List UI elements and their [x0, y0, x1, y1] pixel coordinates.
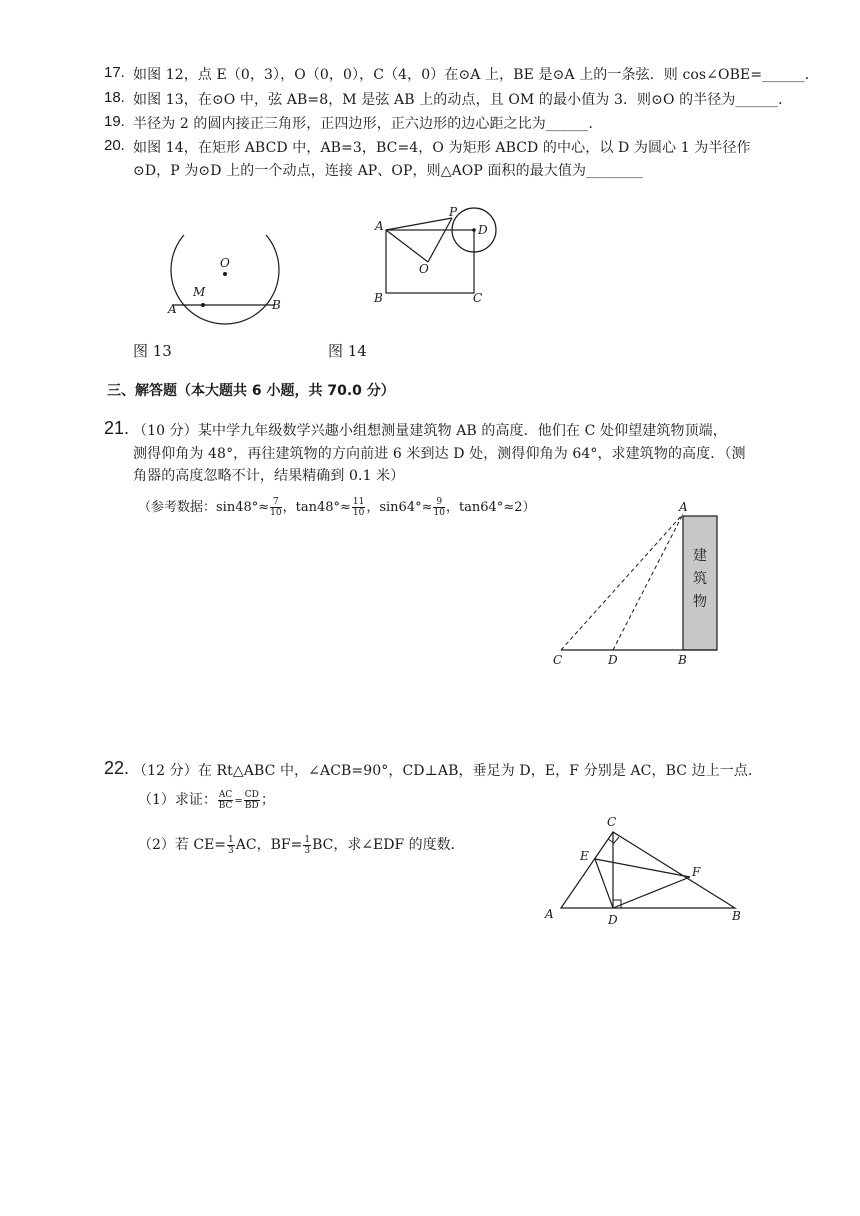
- question-number-22: 22.: [104, 758, 130, 778]
- label-a: A: [168, 302, 177, 316]
- fraction-numerator: 1: [228, 834, 234, 845]
- figure-22: [540, 812, 750, 932]
- question-number-17: 17.: [104, 64, 125, 81]
- ref-text: ，tan64°≈2）: [445, 500, 536, 515]
- label-e: E: [580, 849, 589, 863]
- label-d: D: [608, 653, 618, 667]
- question-20-line1: 如图 14，在矩形 ABCD 中，AB=3，BC=4，O 为矩形 ABCD 的中心，以 D 为圆心 1 为半径作: [133, 140, 751, 156]
- question-21-line3: 角器的高度忽略不计，结果精确到 0.1 米）: [133, 468, 405, 484]
- question-22-part2: [138, 834, 465, 856]
- ref-text: ，tan48°≈: [282, 500, 351, 515]
- point-m: [201, 303, 205, 307]
- fraction: [227, 835, 235, 856]
- building-label-3: 物: [693, 594, 707, 610]
- ref-text: （参考数据：sin48°≈: [138, 500, 270, 515]
- fraction-numerator: AC: [218, 789, 233, 800]
- building-label-1: 建: [693, 548, 707, 564]
- triangle-abc: [561, 832, 735, 908]
- figure-13: [160, 235, 290, 335]
- circle-o: [171, 235, 279, 324]
- label-c: C: [553, 653, 563, 667]
- sightline-c: [561, 514, 683, 650]
- segment-ed: [595, 859, 613, 908]
- label-o: O: [419, 262, 429, 276]
- fraction: [433, 497, 444, 518]
- fraction-numerator: CD: [244, 789, 259, 800]
- question-18-text: 如图 13，在⊙O 中，弦 AB=8，M 是弦 AB 上的动点，且 OM 的最小值为 3．则⊙O 的半径为______．: [133, 92, 793, 108]
- fraction: [244, 790, 260, 811]
- center-point: [223, 272, 227, 276]
- fraction-numerator: 7: [270, 497, 281, 508]
- label-c: C: [607, 815, 617, 829]
- label-c: C: [473, 291, 483, 305]
- label-a: A: [375, 219, 384, 233]
- label-b: B: [374, 291, 383, 305]
- part-text: AC，BF=: [235, 837, 303, 853]
- ref-text: ，sin64°≈: [366, 500, 433, 515]
- part-text: （1）求证：: [138, 792, 217, 808]
- label-b: B: [732, 909, 741, 923]
- label-d: D: [478, 223, 488, 237]
- part-text: （2）若 CE=: [138, 837, 227, 853]
- fraction-denominator: 3: [304, 845, 311, 856]
- fraction-numerator: 11: [352, 497, 365, 507]
- segment-ap: [386, 218, 452, 230]
- question-number-19: 19.: [104, 113, 125, 130]
- part-text: BC，求∠EDF 的度数．: [312, 837, 465, 853]
- question-21-line1: （10 分）某中学九年级数学兴趣小组想测量建筑物 AB 的高度．他们在 C 处仰望建筑物顶端，: [133, 423, 727, 439]
- fraction-denominator: 10: [352, 508, 365, 518]
- caption-fig14: 图 14: [328, 342, 367, 360]
- building-label-2: 筑: [693, 571, 707, 587]
- fraction-denominator: 10: [270, 508, 282, 518]
- label-p: P: [449, 205, 458, 219]
- label-d: D: [608, 913, 618, 927]
- question-17-text: 如图 12，点 E（0，3），O（0，0），C（4，0）在⊙A 上，BE 是⊙A 上的一条弦．则 cos∠OBE=______．: [133, 67, 819, 83]
- label-o: O: [220, 256, 230, 270]
- segment-op: [428, 218, 452, 262]
- fraction-numerator: 9: [433, 497, 444, 508]
- fraction-denominator: BC: [218, 800, 233, 811]
- segment-df: [613, 877, 690, 908]
- segment-ef: [595, 859, 690, 877]
- part-text: ；: [260, 792, 275, 808]
- fraction-denominator: 10: [433, 508, 445, 518]
- figure-21: [545, 498, 745, 673]
- caption-fig13: 图 13: [133, 342, 172, 360]
- reference-data: [138, 496, 536, 518]
- segment-ao: [386, 230, 428, 262]
- fraction: [218, 790, 233, 811]
- fraction-denominator: 3: [228, 845, 234, 856]
- label-a: A: [679, 500, 688, 514]
- question-22-line1: （12 分）在 Rt△ABC 中，∠ACB=90°，CD⊥AB，垂足为 D，E，F 分别是 AC，BC 边上一点．: [133, 763, 763, 779]
- label-a: A: [545, 907, 554, 921]
- question-21-line2: 测得仰角为 48°，再往建筑物的方向前进 6 米到达 D 处，测得仰角为 64°，求建筑物的高度．（测: [133, 446, 746, 462]
- equals-sign: =: [234, 796, 243, 807]
- figure-14: [370, 200, 500, 310]
- question-22-part1: [138, 789, 275, 811]
- point-d: [472, 228, 476, 232]
- label-b: B: [678, 653, 687, 667]
- question-number-18: 18.: [104, 89, 125, 106]
- sightline-d: [613, 514, 683, 650]
- label-f: F: [692, 865, 701, 879]
- question-number-21: 21.: [104, 418, 130, 438]
- question-number-20: 20.: [104, 137, 125, 154]
- fraction: [270, 497, 281, 518]
- fraction-numerator: 1: [304, 834, 311, 845]
- fraction-denominator: BD: [244, 800, 259, 811]
- fraction: [352, 497, 365, 518]
- question-19-text: 半径为 2 的圆内接正三角形，正四边形，正六边形的边心距之比为______．: [133, 116, 603, 132]
- section-title: 三、解答题（本大题共 6 小题，共 70.0 分）: [107, 383, 395, 399]
- label-m: M: [193, 285, 206, 299]
- question-20-line2: ⊙D，P 为⊙D 上的一个动点，连接 AP、OP，则△AOP 面积的最大值为________: [133, 163, 643, 179]
- label-b: B: [272, 298, 281, 312]
- fraction: [303, 835, 311, 856]
